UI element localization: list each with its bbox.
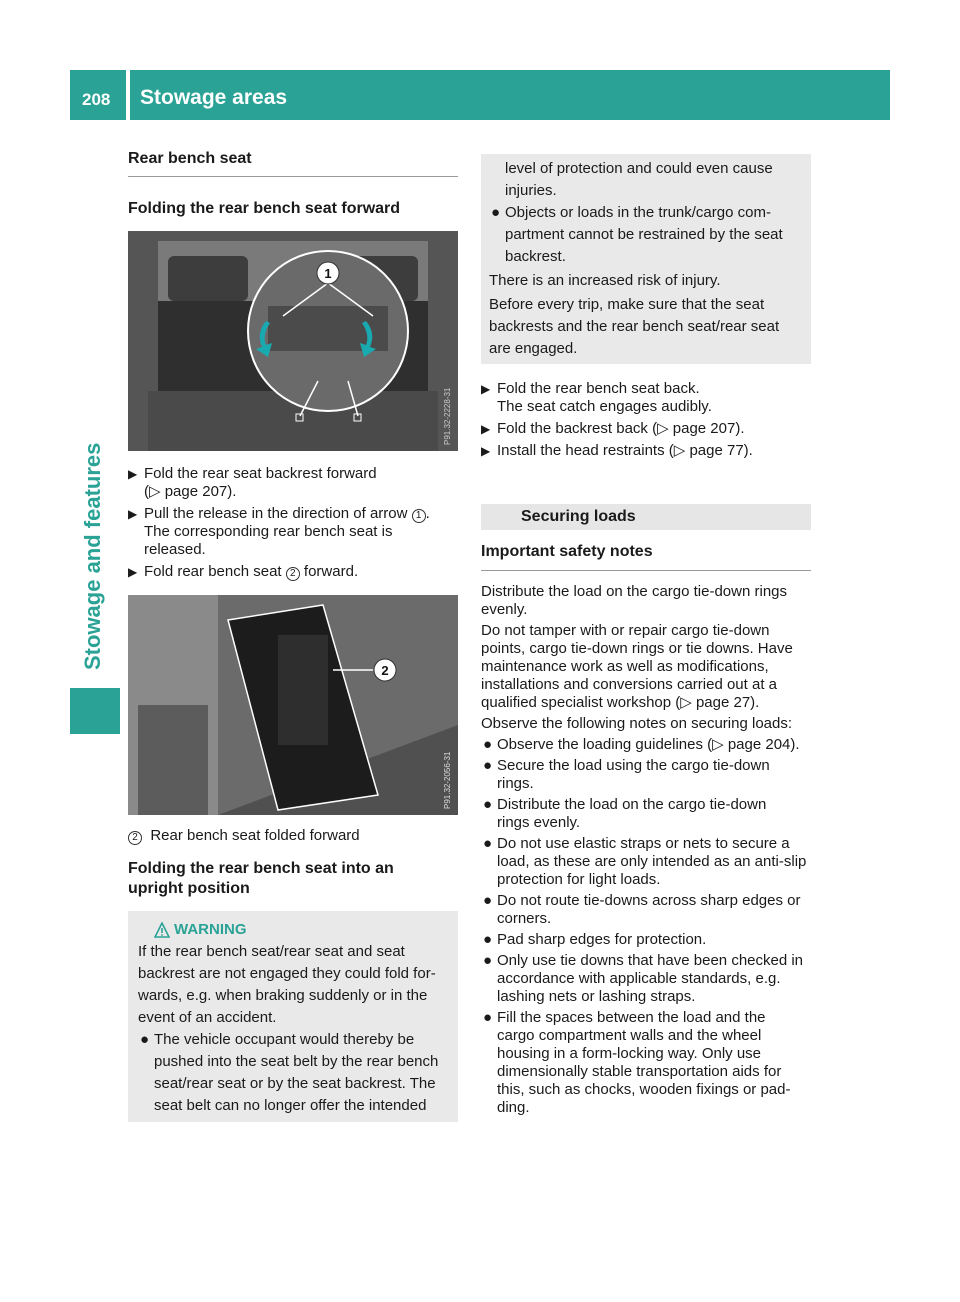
figure-rear-bench-release <box>128 231 458 451</box>
step-item: ▶ Fold the backrest back (▷ page 207). <box>481 420 745 437</box>
chapter-header <box>130 70 890 120</box>
list-item: ● Pad sharp edges for protection. <box>483 931 707 948</box>
step-item: ▶ Install the head restraints (▷ page 77). <box>481 442 753 459</box>
callout-number: 2 <box>128 831 142 845</box>
chapter-title: Stowage areas <box>140 86 288 109</box>
figure-1-callout: 1 <box>324 266 332 281</box>
securing-bullet-list <box>481 736 811 1117</box>
step-item: ▶ Pull the release in the direction of arrow 1 . The corresponding rear bench seat is released. <box>128 505 430 558</box>
step-item: ▶ Fold the rear seat backrest forward (▷ page 207). <box>128 465 377 500</box>
list-item: ● Observe the loading guidelines (▷ page 204). <box>483 736 800 753</box>
step-item: ▶ Fold rear bench seat 2 forward. <box>128 563 359 580</box>
warning-tail-1: There is an increased risk of injury. <box>489 272 721 289</box>
warning-triangle-icon <box>154 922 170 938</box>
warning-bullet-cont: level of protection and could even cause injuries. <box>505 160 773 199</box>
callout-number: 2 <box>286 567 300 581</box>
paragraph: Observe the following notes on securing loads: <box>481 715 793 732</box>
sidebar-label-text: Stowage and features <box>80 442 105 670</box>
paragraph: Distribute the load on the cargo tie-down rings evenly. <box>481 583 788 618</box>
list-item: ● Distribute the load on the cargo tie-down rings evenly. <box>483 796 767 831</box>
figure-1-illustration <box>128 231 458 451</box>
securing-paragraphs <box>481 583 811 733</box>
warning-text: If the rear bench seat/rear seat and seat backrest are not engaged they could fold for- wards, e.g. when braking suddenly or in the event of an accident. <box>138 943 436 1026</box>
steps-upright <box>481 380 811 460</box>
warning-header <box>138 919 448 941</box>
list-item: ● Only use tie downs that have been checked in accordance with applicable standards, e.g. lashing nets or lashing straps. <box>483 952 804 1005</box>
list-item: ● Do not route tie-downs across sharp edges or corners. <box>483 892 801 927</box>
callout-number: 1 <box>412 509 426 523</box>
sidebar-tab-marker <box>70 688 120 734</box>
securing-loads-heading: Securing loads <box>481 504 811 530</box>
left-column <box>128 150 458 1122</box>
page-number: 208 <box>82 90 111 109</box>
paragraph: Do not tamper with or repair cargo tie-down points, cargo tie-down rings or tie downs. Have maintenance work as well as modifications, installations and conversions carried out at a qualified specialist workshop (▷ page 27). <box>481 622 793 711</box>
figure-2-illustration <box>128 595 458 815</box>
warning-title: WARNING <box>174 921 247 938</box>
figure-2-caption: 2 Rear bench seat folded forward <box>128 827 458 845</box>
warning-box-continued <box>481 154 811 364</box>
figure-2-callout: 2 <box>381 663 389 678</box>
warning-tail-2: Before every trip, make sure that the seat backrests and the rear bench seat/rear seat are engaged. <box>489 296 780 357</box>
list-item: ● Do not use elastic straps or nets to secure a load, as these are only intended as an anti-slip protection for light loads. <box>483 835 807 888</box>
list-item: ● Secure the load using the cargo tie-down rings. <box>483 757 770 792</box>
step-item: ▶ Fold the rear bench seat back. The seat catch engages audibly. <box>481 380 712 415</box>
warning-bullet: ● Objects or loads in the trunk/cargo com- partment cannot be restrained by the seat backrest. <box>491 204 783 265</box>
list-item: ● Fill the spaces between the load and the cargo compartment walls and the wheel housing in a form-locking way. Only use dimensionally stable transportation aids for this, such as chocks, wooden fixings or pad- ding. <box>483 1009 791 1116</box>
subheading-important-safety: Important safety notes <box>481 542 811 571</box>
subheading-folding-forward: Folding the rear bench seat forward <box>128 200 401 217</box>
page-number-tab <box>70 70 126 120</box>
figure-2-code: P91.32-2056-31 <box>443 751 452 809</box>
subheading-upright-position: Folding the rear bench seat into an upright position <box>128 860 394 897</box>
section-title-rear-bench-seat: Rear bench seat <box>128 150 458 177</box>
right-column <box>481 154 811 1117</box>
warning-bullet: ● The vehicle occupant would thereby be pushed into the seat belt by the rear bench seat/rear seat or by the seat backrest. The seat belt can no longer offer the intended <box>140 1031 439 1114</box>
figure-1-code: P91.32-2228-31 <box>443 387 452 445</box>
warning-box <box>128 911 458 1122</box>
steps-folding-forward <box>128 465 458 581</box>
figure-rear-bench-folded <box>128 595 458 815</box>
